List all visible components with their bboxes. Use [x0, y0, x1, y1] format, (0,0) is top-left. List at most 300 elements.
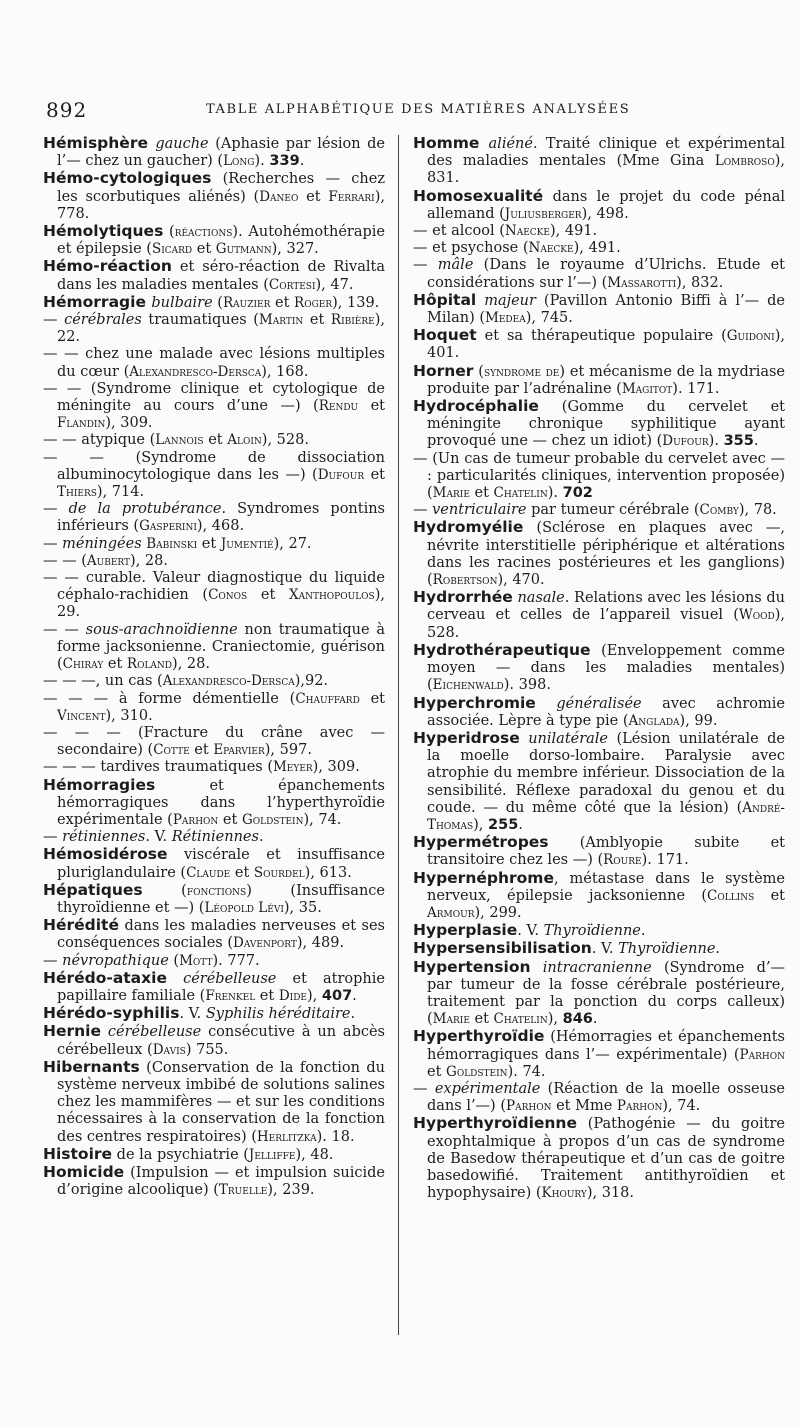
entry-text: Goldstein — [446, 1063, 508, 1080]
entry-text: — — — tardives traumatiques ( — [43, 759, 273, 776]
index-subentry — [413, 257, 785, 291]
entry-text: (Enveloppement comme moyen — dans les maladies mentales) ( — [427, 642, 785, 694]
index-entry — [413, 589, 785, 642]
index-subentry — [43, 312, 385, 346]
entry-text: ), 47. — [315, 276, 354, 293]
entry-text: réactions — [174, 224, 233, 241]
entry-text: ( — [163, 224, 175, 241]
entry-text: . V. — [517, 923, 544, 940]
entry-text: — (Un cas de tumeur probable du cervelet avec — : particularités cliniques, intervention proposée) ( — [413, 450, 785, 502]
index-subentry — [43, 501, 385, 535]
index-column-right — [413, 135, 785, 1202]
entry-text: — et alcool ( — [413, 223, 505, 240]
entry-text: et séro-réaction de Rivalta dans les maladies mentales ( — [57, 259, 385, 293]
entry-headword: Homosexualité — [413, 186, 544, 205]
entry-text: Meyer — [272, 759, 313, 776]
entry-text: Herlitzka — [256, 1128, 317, 1145]
entry-text: expérimentale — [434, 1080, 541, 1097]
index-entry — [43, 1005, 385, 1023]
entry-text: . — [518, 816, 523, 833]
entry-headword: Hémo-réaction — [43, 257, 172, 276]
entry-text: Parhon — [172, 811, 219, 828]
entry-text: — — curable. Valeur diagnostique du liquide céphalo-rachidien ( — [43, 570, 385, 604]
entry-text: ( — [142, 882, 187, 899]
entry-headword: Hépatiques — [43, 880, 143, 899]
entry-text: (Hémorragies et épanchements hémorragiques dans l’— expérimentale) ( — [427, 1029, 785, 1063]
index-subentry — [43, 622, 385, 674]
entry-text: (Réaction de la moelle osseuse dans l’—) ( — [427, 1080, 785, 1115]
entry-text: ), 28. — [130, 552, 168, 569]
entry-text: Martin — [258, 312, 304, 329]
entry-text: ), 78. — [738, 502, 777, 519]
entry-text: Comby — [699, 502, 739, 519]
entry-text: (Dans le royaume d’Ulrichs. Etude et considérations sur l’—) ( — [427, 257, 785, 291]
entry-text: de la psychiatrie ( — [112, 1146, 249, 1163]
entry-headword: Hernie — [43, 1022, 101, 1041]
entry-text: Eparvier — [213, 742, 265, 759]
entry-text: et — [359, 690, 385, 707]
entry-headword: Hyperchromie — [413, 693, 536, 712]
entry-text: Cotte — [153, 742, 190, 759]
index-entry — [43, 223, 385, 258]
entry-text: non traumatique à forme jacksonienne. Craniectomie, guérison ( — [57, 621, 385, 673]
entry-text: — — [43, 312, 65, 329]
entry-text: ). — [254, 153, 270, 170]
entry-text: Medea — [485, 310, 526, 327]
index-subentry — [43, 691, 385, 725]
index-entry — [413, 519, 785, 589]
entry-text: (Impulsion — et impulsion suicide d’origine alcoolique) ( — [57, 1164, 385, 1199]
entry-text: ( — [212, 294, 223, 311]
entry-headword: Hyperthyroïdie — [413, 1027, 545, 1046]
entry-text: . — [299, 153, 305, 170]
entry-text: ) et mécanisme de la mydriase produite par l’adrénaline ( — [427, 363, 785, 397]
index-entry — [43, 170, 385, 223]
entry-text: — — ( — [43, 552, 87, 569]
index-subentry — [43, 536, 385, 553]
entry-text: et — [247, 587, 289, 604]
entry-text: ), 309. — [105, 415, 153, 432]
entry-headword: Hérédo-syphilis — [43, 1004, 180, 1023]
entry-text: . — [258, 829, 264, 846]
entry-text: (Pavillon Antonio Biffi à l’— de Milan) ( — [427, 292, 785, 327]
entry-text: Rétiniennes — [171, 829, 259, 846]
index-entry — [413, 922, 785, 940]
entry-headword: Hydromyélie — [413, 518, 524, 537]
entry-text: ), 74. — [662, 1098, 701, 1115]
entry-headword: Hémorragie — [43, 292, 152, 311]
entry-text: Wood — [738, 607, 775, 624]
index-subentry — [413, 1081, 785, 1115]
entry-text: Juliusberger — [504, 205, 582, 222]
entry-headword: Hypersensibilisation — [413, 939, 592, 958]
entry-text: Armour — [427, 904, 475, 921]
entry-text: . — [592, 1011, 598, 1028]
index-subentry — [413, 502, 785, 519]
entry-text: gauche — [155, 136, 209, 152]
entry-text: , métastase dans le système nerveux, épilepsie jacksonienne ( — [427, 870, 785, 904]
entry-text: ). 18. — [316, 1128, 355, 1145]
entry-text: Ribière — [330, 312, 375, 329]
entry-text: consécutive à un abcès cérébelleux ( — [57, 1024, 385, 1058]
entry-text: — — [413, 502, 433, 519]
entry-text: — — [43, 829, 63, 846]
entry-text: ) (Insuffisance thyroïdienne et —) ( — [57, 882, 385, 916]
entry-text: Davenport — [233, 935, 297, 952]
entry-headword: Hyperthyroïdienne — [413, 1114, 577, 1133]
entry-text: ), — [307, 987, 322, 1004]
entry-text: ), 48. — [295, 1146, 334, 1163]
entry-text: Lannois — [155, 432, 204, 449]
entry-text: — — [43, 952, 63, 969]
entry-text: ),92. — [294, 673, 329, 690]
entry-headword: Homme — [413, 134, 489, 152]
entry-headword: Hydrothérapeutique — [413, 640, 591, 659]
entry-text: — — chez une malade avec lésions multiples du cœur ( — [43, 346, 385, 380]
entry-text: Aubert — [86, 552, 131, 569]
entry-text: par tumeur cérébrale ( — [526, 502, 700, 519]
entry-text: Thiers — [57, 484, 97, 501]
entry-text: et — [189, 742, 214, 759]
entry-text: majeur — [484, 292, 536, 309]
entry-text: nasale — [517, 590, 565, 607]
entry-text: ). — [708, 433, 724, 450]
entry-text: ), 528. — [261, 432, 309, 449]
entry-text: Dufour — [662, 433, 709, 450]
entry-text: rétiniennes — [62, 829, 146, 846]
entry-text: ). 171. — [672, 380, 720, 397]
entry-text: et — [303, 312, 331, 329]
entry-text: ). 171. — [641, 852, 689, 869]
entry-headword: Hyperplasie — [413, 921, 518, 940]
entry-text — [520, 731, 528, 747]
entry-text: et — [469, 485, 494, 502]
index-entry — [413, 188, 785, 223]
entry-text: et — [103, 656, 127, 673]
entry-text: et — [230, 864, 254, 881]
entry-text: cérébelleuse — [107, 1024, 202, 1041]
entry-text: ), 27. — [273, 535, 312, 552]
entry-text: Chauffard — [295, 690, 360, 707]
entry-text: Léopold Lévi — [204, 899, 284, 916]
entry-text: Rendu — [318, 398, 359, 415]
entry-text: et — [197, 535, 221, 552]
entry-text: ), 29. — [57, 587, 385, 621]
entry-text: ventriculaire — [432, 502, 527, 519]
index-entry — [43, 294, 385, 312]
entry-text: ). 74. — [507, 1063, 546, 1080]
entry-text: Marie — [432, 485, 470, 502]
entry-text: Jelliffe — [248, 1146, 296, 1163]
index-subentry — [43, 759, 385, 776]
entry-text: — — [413, 1080, 435, 1097]
entry-text: Chiray — [62, 656, 104, 673]
entry-text: ), 778. — [57, 188, 385, 222]
entry-headword: Hérédo-ataxie — [43, 968, 167, 987]
entry-text: (Aphasie par lésion de l’— chez un gaucher) ( — [57, 136, 386, 170]
index-subentry — [413, 451, 785, 503]
entry-text: avec achromie associée. Lèpre à type pie ( — [427, 695, 785, 729]
entry-text: ) 755. — [185, 1041, 229, 1058]
entry-text: ), 745. — [525, 310, 573, 327]
entry-text: ), 714. — [96, 484, 145, 501]
entry-text: — — (Syndrome clinique et cytologique de méningite au cours d’une —) ( — [43, 380, 385, 415]
entry-text: (Recherches — chez les scorbutiques aliénés) ( — [57, 171, 385, 205]
entry-text: ), 491. — [573, 240, 621, 257]
entry-text: de la protubérance — [68, 501, 222, 518]
entry-text: Massarotti — [607, 274, 677, 291]
index-subentry — [43, 570, 385, 622]
entry-headword: Hydrorrhée — [413, 588, 513, 607]
entry-text: ), 498. — [581, 205, 629, 222]
entry-headword: Homicide — [43, 1162, 125, 1181]
index-entry — [413, 642, 785, 695]
entry-text: Long — [223, 153, 255, 170]
entry-text: et — [364, 466, 385, 483]
entry-text: Robertson — [432, 572, 498, 589]
entry-text: et — [192, 241, 216, 258]
entry-text: — et psychose ( — [413, 240, 529, 257]
entry-text: Roger — [294, 294, 333, 311]
entry-text: (Sclérose en plaques avec —, névrite interstitielle périphérique et altérations dans les racines postérieures et les ganglions) ( — [427, 520, 785, 589]
index-entry — [413, 834, 785, 869]
index-entry — [413, 327, 785, 362]
entry-text: Parhon — [616, 1098, 663, 1115]
entry-text: — — — (Fracture du crâne avec — secondaire) ( — [43, 724, 385, 759]
entry-text: Gutmann — [215, 241, 272, 258]
entry-text: ), 35. — [283, 899, 322, 916]
entry-text: (Pathogénie — du goitre exophtalmique à propos d’un cas de syndrome de Basedow thérapeutique et d’un cas de goitre basedowifié. Traitement antithyroïdien et hypophysaire) ( — [427, 1116, 785, 1202]
entry-text: Eichenwald — [432, 677, 504, 694]
entry-text: ), 239. — [267, 1182, 315, 1199]
entry-text: ), 832. — [676, 274, 724, 291]
index-entry — [43, 970, 385, 1005]
entry-text: ), 28. — [172, 656, 210, 673]
index-entry — [413, 1115, 785, 1202]
entry-text: . — [640, 923, 646, 940]
entry-text: . Relations avec les lésions du cerveau et celles de l’appareil visuel ( — [427, 590, 785, 624]
entry-text: Chatelin — [493, 1011, 548, 1028]
entry-text — [476, 293, 484, 309]
entry-text: . — [715, 941, 721, 958]
entry-text: ), 299. — [474, 904, 522, 921]
entry-text: sous-arachnoïdienne — [85, 621, 238, 638]
entry-headword: Hypermétropes — [413, 833, 549, 852]
index-entry — [43, 777, 385, 830]
entry-headword: Hyperidrose — [413, 728, 520, 747]
entry-text: Frenkel — [205, 987, 256, 1004]
entry-text: ), 489. — [296, 935, 345, 952]
entry-text: ), 468. — [196, 518, 245, 535]
entry-text — [167, 971, 183, 987]
entry-text: Dide — [278, 987, 307, 1004]
entry-text: — — [43, 501, 69, 518]
entry-headword: Hypernéphrome — [413, 868, 554, 887]
index-entry — [43, 846, 385, 881]
entry-text: Vincent — [57, 707, 106, 724]
entry-text: Thyroïdienne — [618, 941, 716, 958]
index-entry — [413, 695, 785, 730]
entry-text: Gasperini — [139, 518, 197, 535]
index-entry — [43, 1146, 385, 1164]
entry-text: et — [270, 294, 295, 311]
entry-text: Thyroïdienne — [543, 923, 641, 940]
entry-text: Claude — [186, 864, 231, 881]
entry-text: (Conservation de la fonction du système nerveux imbibé de solutions salines chez les mammifères — et sur les conditions nécessaires à la conservation de la fonction des centres respiratoires) ( — [57, 1059, 385, 1145]
index-subentry — [413, 240, 785, 257]
entry-text: syndrome de — [483, 363, 560, 380]
entry-text: — — (Syndrome de dissociation albuminocytologique dans les —) ( — [43, 449, 385, 483]
entry-text: Roure — [603, 852, 642, 869]
entry-text: ( — [473, 363, 484, 380]
entry-text: ). 777. — [212, 952, 260, 969]
entry-text: — — — [43, 621, 86, 638]
entry-text: ), 99. — [679, 712, 718, 729]
index-entry — [413, 1028, 785, 1081]
entry-text: et sa thérapeutique populaire ( — [476, 328, 727, 345]
index-entry — [413, 135, 785, 188]
entry-text: Parhon — [739, 1046, 785, 1063]
entry-text: ), — [473, 816, 489, 833]
index-subentry — [43, 346, 385, 380]
entry-headword: Hémisphère — [43, 134, 156, 152]
entry-text: Khoury — [541, 1185, 587, 1202]
index-entry — [43, 882, 385, 917]
entry-text: André-Thomas — [427, 799, 785, 833]
entry-text: — — [413, 257, 438, 274]
entry-text: cérébelleuse — [183, 970, 277, 987]
entry-text: — — —, un cas ( — [43, 673, 163, 690]
index-entry — [413, 363, 785, 398]
entry-text — [101, 1024, 108, 1040]
entry-text: . — [352, 987, 357, 1004]
entry-text: ), 310. — [105, 707, 153, 724]
entry-text: ). Autohémothérapie et épilepsie ( — [57, 224, 385, 258]
entry-text: (Gomme du cervelet et méningite chronique syphilitique ayant provoqué une — chez un idiot) ( — [427, 399, 785, 450]
entry-text: — — atypique ( — [43, 432, 156, 449]
entry-headword: Hémosidérose — [43, 845, 168, 864]
entry-headword: Hémorragies — [43, 775, 156, 794]
entry-text: Davis — [152, 1041, 186, 1058]
entry-text: ( — [168, 952, 180, 969]
entry-text: Rauzier — [222, 294, 271, 311]
entry-text: ), 831. — [427, 153, 785, 187]
entry-text: ), 470. — [497, 572, 545, 589]
entry-text: fonctions — [186, 882, 247, 899]
entry-text: Naecke — [504, 223, 550, 240]
entry-text: Magitot — [621, 380, 673, 397]
index-subentry — [43, 725, 385, 759]
index-entry — [413, 959, 785, 1029]
entry-text: dans le projet du code pénal allemand ( — [427, 188, 785, 222]
entry-text: Lombroso — [714, 153, 775, 170]
entry-text: traumatiques ( — [141, 312, 259, 329]
entry-text: Goldstein — [241, 811, 304, 828]
entry-text: bulbaire — [151, 294, 213, 311]
entry-text: Collins — [707, 887, 755, 904]
entry-text: Guidoni — [726, 328, 775, 345]
entry-text: Aloin — [227, 432, 262, 449]
index-subentry — [43, 553, 385, 570]
entry-text: Cortesi — [268, 276, 316, 293]
entry-text: cérébrales — [64, 312, 142, 329]
entry-text: Marie — [432, 1011, 470, 1028]
entry-text: mâle — [437, 257, 474, 274]
entry-text: Dufour — [317, 466, 365, 483]
entry-text: Alexandresco-Dersca — [129, 363, 262, 380]
index-subentry — [43, 829, 385, 846]
index-entry — [413, 292, 785, 327]
entry-text: et — [255, 987, 279, 1004]
index-subentry — [413, 223, 785, 240]
entry-headword: Hôpital — [413, 290, 477, 309]
entry-text: Ferrari — [328, 188, 375, 205]
index-entry — [413, 398, 785, 451]
entry-text: Sicard — [151, 241, 193, 258]
entry-text: . V. — [591, 941, 619, 958]
entry-text: . V. — [179, 1006, 206, 1023]
entry-headword: Horner — [413, 361, 474, 380]
entry-text: (Amblyopie subite et transitoire chez les —) ( — [427, 835, 785, 869]
entry-text: Syphilis héréditaire — [205, 1006, 351, 1023]
index-subentry — [43, 673, 385, 690]
entry-text: . — [753, 433, 759, 450]
entry-text: ), 528. — [427, 607, 785, 641]
entry-text: Chatelin — [493, 485, 548, 502]
entry-text: Xanthopoulos — [288, 587, 375, 604]
entry-text: Conos — [208, 587, 248, 604]
entry-text: — — [43, 535, 63, 552]
entry-text: . Traité clinique et expérimental des maladies mentales (Mme Gina — [427, 136, 785, 170]
entry-text: ). — [547, 485, 563, 502]
entry-text: Naecke — [528, 240, 574, 257]
entry-text: aliéné — [488, 136, 533, 152]
index-subentry — [43, 953, 385, 970]
entry-text: 255 — [488, 816, 519, 833]
entry-text: Sourdel — [253, 864, 305, 881]
entry-text: ), — [547, 1011, 563, 1028]
entry-headword: Hémolytiques — [43, 222, 164, 241]
running-head: TABLE ALPHABÉTIQUE DES MATIÈRES ANALYSÉES — [206, 102, 631, 117]
entry-text: unilatérale — [528, 730, 609, 747]
index-entry — [413, 940, 785, 958]
index-subentry — [43, 432, 385, 449]
entry-text: ), 597. — [264, 742, 312, 759]
entry-text: (Syndrome d’— par tumeur de la fosse cérébrale postérieure, traitement par la ponction du corps calleux) ( — [427, 959, 785, 1028]
entry-text: ), 613. — [304, 864, 352, 881]
entry-text: névropathique — [62, 952, 169, 969]
entry-headword: Hémo-cytologiques — [43, 169, 212, 188]
entry-text: et — [427, 1063, 447, 1080]
entry-text: ), 401. — [427, 328, 785, 362]
entry-text: (Lésion unilatérale de la moelle dorso-lombaire. Paralysie avec atrophie du membre inférieur. Dissociation de la sensibilité. Réflexe paradoxal du genou et du coude. — du même côté que la lésion) ( — [427, 730, 785, 816]
entry-text: Babinski — [146, 535, 198, 552]
entry-text: et — [218, 811, 242, 828]
entry-headword: Histoire — [43, 1144, 113, 1163]
entry-text: . Syndromes pontins inférieurs ( — [57, 501, 386, 535]
entry-text: dans les maladies nerveuses et ses conséquences sociales ( — [57, 918, 385, 952]
entry-text: 846 — [562, 1011, 593, 1028]
entry-text: et — [754, 887, 785, 904]
entry-text — [536, 696, 557, 712]
entry-text: 355 — [723, 433, 754, 450]
entry-text: et — [469, 1011, 494, 1028]
entry-text: et épanchements hémorragiques dans l’hyperthyroïdie expérimentale ( — [57, 777, 385, 828]
index-entry — [43, 917, 385, 952]
entry-text: et — [358, 398, 385, 415]
entry-text: Flandin — [57, 415, 106, 432]
entry-text: ). 398. — [503, 677, 551, 694]
